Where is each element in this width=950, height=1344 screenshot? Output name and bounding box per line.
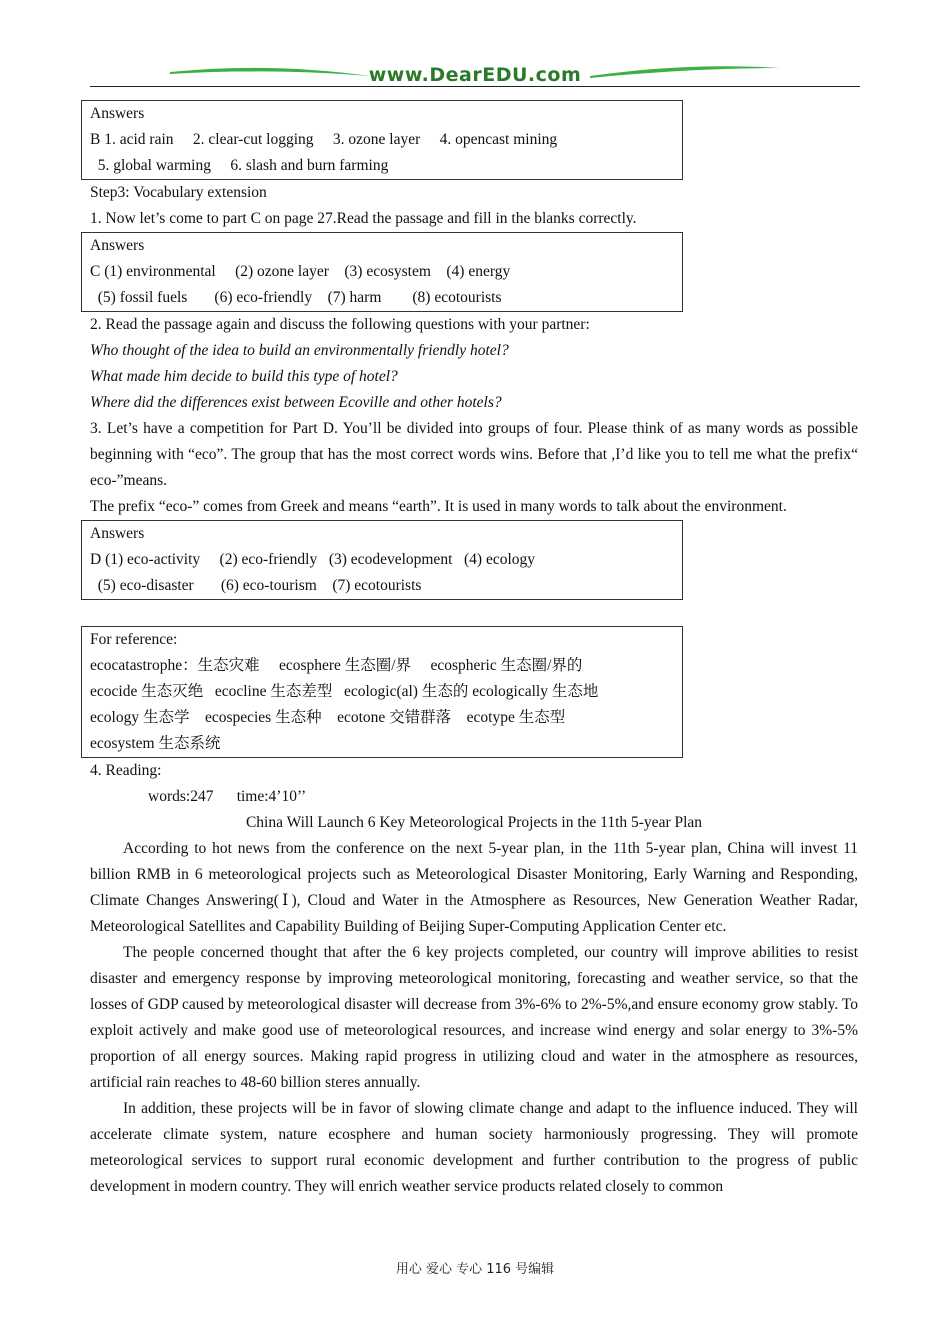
step3-heading: Step3: Vocabulary extension bbox=[90, 184, 267, 201]
reading-title: China Will Launch 6 Key Meteorological Projects in the 11th 5-year Plan bbox=[245, 814, 703, 831]
reference-line1: ecocatastrophe：生态灾难 ecosphere 生态圈/界 ecospheric 生态圈/界的 bbox=[90, 657, 583, 674]
answers-b-box bbox=[81, 100, 683, 180]
reading-label: 4. Reading: bbox=[90, 762, 162, 779]
reading-paragraph: The people concerned thought that after the 6 key projects completed, our country will improve abilities to resist disaster and emergency response by improving meteorological monitoring, forecasting and weather service, so that the losses of GDP caused by meteorological disaster will decrease from 3%-6% to 2%-5%,and ensure economy grow stably. To exploit actively and make good use of meteorological resources, and increase wind energy and solar energy to 3%-5% proportion of all energy sources. Making rapid progress in utilizing cloud and water in the atmosphere as resources, artificial rain reaches to 48-60 billion steres annually. bbox=[90, 944, 858, 1091]
reference-line3: ecology 生态学 ecospecies 生态种 ecotone 交错群落 ecotype 生态型 bbox=[90, 709, 566, 726]
reference-title: For reference: bbox=[90, 631, 178, 648]
answers-c-box bbox=[81, 232, 683, 312]
answers-c-title: Answers bbox=[90, 237, 145, 254]
reading-paragraph: According to hot news from the conference on the next 5-year plan, in the 11th 5-year plan, China will invest 11 billion RMB in 6 meteorological projects such as Meteorological Disaster Monitoring, Early Warning and Responding, Climate Changes Answering(Ⅰ), Cloud and Water in the Atmosphere as Resources, New Generation Weather Radar, Meteorological Satellites and Capability Building of Beijing Super-Computing Application Center etc. bbox=[90, 840, 858, 935]
answers-c-line1: C (1) environmental (2) ozone layer (3) ecosystem (4) energy bbox=[90, 263, 511, 280]
spacer bbox=[90, 600, 858, 626]
reading-meta: words:247 time:4’10’’ bbox=[148, 788, 307, 805]
answers-d-title: Answers bbox=[90, 525, 145, 542]
reference-line4: ecosystem 生态系统 bbox=[90, 735, 221, 752]
question-1: 1. Now let’s come to part C on page 27.Read the passage and fill in the blanks correctly. bbox=[90, 210, 637, 227]
page-footer: 用心 爱心 专心 116 号编辑 bbox=[395, 1262, 555, 1277]
question-2: 2. Read the passage again and discuss the following questions with your partner: bbox=[90, 316, 590, 333]
answers-b-title: Answers bbox=[90, 105, 145, 122]
site-logo: www.DearEDU.com bbox=[368, 64, 582, 86]
page-header bbox=[90, 62, 860, 88]
answers-b-line1: B 1. acid rain 2. clear-cut logging 3. ozone layer 4. opencast mining bbox=[90, 131, 558, 148]
discussion-question: Who thought of the idea to build an environmentally friendly hotel? bbox=[90, 342, 509, 359]
header-rule bbox=[90, 86, 860, 87]
prefix-note: The prefix “eco-” comes from Greek and means “earth”. It is used in many words to talk about the environment. bbox=[90, 498, 787, 515]
reference-line2: ecocide 生态灭绝 ecocline 生态差型 ecologic(al) 生态的 ecologically 生态地 bbox=[90, 683, 599, 700]
right-swoosh-icon bbox=[590, 62, 780, 84]
answers-c-line2: (5) fossil fuels (6) eco-friendly (7) harm (8) ecotourists bbox=[90, 289, 502, 306]
answers-d-line1: D (1) eco-activity (2) eco-friendly (3) ecodevelopment (4) ecology bbox=[90, 551, 536, 568]
reference-box bbox=[81, 626, 683, 758]
answers-d-line2: (5) eco-disaster (6) eco-tourism (7) ecotourists bbox=[90, 577, 422, 594]
question-3: 3. Let’s have a competition for Part D. You’ll be divided into groups of four. Please think of as many words as possible beginning with “eco”. The group that has the most correct words wins. Before that ,I’d like you to tell me what the prefix“ eco-”means. bbox=[90, 420, 858, 489]
document-body bbox=[90, 100, 858, 1200]
discussion-question: Where did the differences exist between Ecoville and other hotels? bbox=[90, 394, 502, 411]
answers-b-line2: 5. global warming 6. slash and burn farming bbox=[90, 157, 389, 174]
answers-d-box bbox=[81, 520, 683, 600]
discussion-question: What made him decide to build this type of hotel? bbox=[90, 368, 398, 385]
reading-paragraph: In addition, these projects will be in favor of slowing climate change and adapt to the influence induced. They will accelerate climate system, nature ecosphere and human society harmoniously progressing. They will promote meteorological services to support rural economic development and further contribution to the progress of public development in modern country. They will enrich weather service products related closely to common bbox=[90, 1100, 858, 1195]
